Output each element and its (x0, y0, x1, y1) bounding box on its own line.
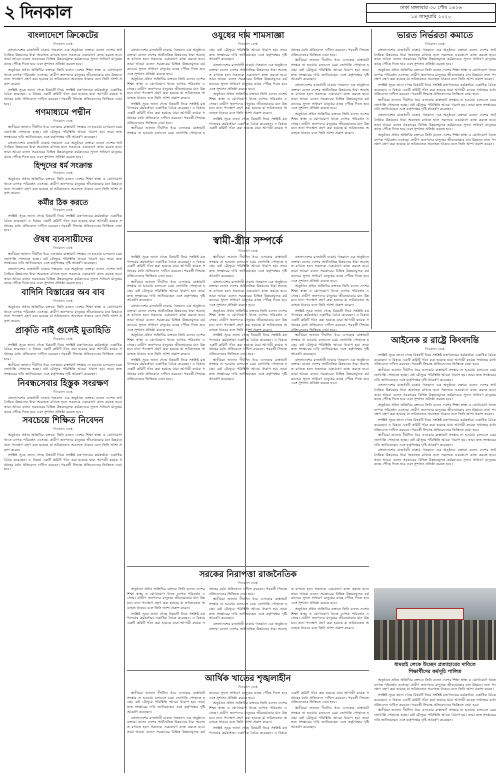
article-a8 (4, 379, 122, 415)
paragraph: অনুষ্ঠানে প্রধান অতিথির বক্তব্যে তিনি বলেন দেশের শিক্ষা স্বাস্থ্য ও যোগাযোগ খাতে ব্যাপক পরিবর্তন এসেছে। গ্রামীণ জনপদের মানুষের জীবনযাত্রার মান উন্নয়নে নানা পদক্ষেপ গ্রহণ করা হয়েছে যা ভবিষ্যতেও অব্যাহত থাকবে বলে তিনি আশা প্রকাশ করেন। (374, 403, 496, 417)
article-body (4, 125, 122, 159)
paragraph: অনুষ্ঠানে প্রধান অতিথির বক্তব্যে তিনি বলেন দেশের শিক্ষা স্বাস্থ্য ও যোগাযোগ খাতে ব্যাপক পরিবর্তন এসেছে। গ্রামীণ জনপদের মানুষের জীবনযাত্রার মান উন্নয়নে নানা পদক্ষেপ গ্রহণ করা হয়েছে যা ভবিষ্যতেও অব্যাহত থাকবে বলে তিনি আশা প্রকাশ করেন। (127, 333, 205, 357)
headline: প্রাকৃতি নাই গুলেই মুতাহিতি (15, 325, 111, 336)
article-a5 (4, 235, 122, 286)
headline: স্বামী-স্ত্রীর সম্পর্কে (213, 236, 283, 247)
headline: আর্থিক খাতের শৃঙ্খলাহীন (204, 674, 292, 684)
paragraph: বাংলাদেশের রাজধানী ঢাকায় গতকাল এক অনুষ্ঠানে বক্তারা বলেন দেশের অর্থনৈতিক উন্নয়নের ধারা অব্যাহত রাখতে হলে সকলকে একযোগে কাজ করতে হবে। তারা আরো বলেন সরকারের বিভিন্ন উন্নয়নমূলক কর্মকাণ্ডের সুফল সাধারণ মানুষের কাছে পৌঁছে দিতে হবে এবং সুশাসন প্রতিষ্ঠা করতে হবে। (4, 140, 122, 159)
byline: দিনকাল ডেস্ক (53, 208, 73, 213)
headline: বাংলাদেশে ক্রিকেটের (27, 31, 99, 41)
paragraph: অনুষ্ঠানে প্রধান অতিথির বক্তব্যে তিনি বলেন দেশের শিক্ষা স্বাস্থ্য ও যোগাযোগ খাতে ব্যাপক পরিবর্তন এসেছে। গ্রামীণ জনপদের মানুষের জীবনযাত্রার মান উন্নয়নে নানা পদক্ষেপ গ্রহণ করা হয়েছে যা ভবিষ্যতেও অব্যাহত থাকবে বলে তিনি আশা প্রকাশ করেন। (4, 177, 122, 196)
paragraph: স্থানীয়রা জানান দীর্ঘদিন ধরে এলাকার রাস্তাঘাট সংস্কার না হওয়ায় চলাচলে চরম ভোগান্তি পোহাতে হচ্ছে। বর্ষা মৌসুমে পরিস্থিতি আরো খারাপ হয়। তারা দ্রুত সংস্কারের দাবি জানিয়েছেন এবং কর্তৃপক্ষের দৃষ্টি আকর্ষণ করেছেন। (374, 368, 496, 382)
newspaper-logo: দিনকাল (20, 3, 72, 23)
article-b2 (127, 236, 369, 386)
news-photo (374, 588, 496, 660)
article-body (4, 433, 122, 472)
paragraph: স্থানীয়রা জানান দীর্ঘদিন ধরে এলাকার রাস্তাঘাট সংস্কার না হওয়ায় চলাচলে চরম ভোগান্তি পোহাতে হচ্ছে। বর্ষা মৌসুমে পরিস্থিতি আরো খারাপ হয়। তারা দ্রুত সংস্কারের দাবি জানিয়েছেন এবং কর্তৃপক্ষের দৃষ্টি আকর্ষণ করেছেন। (374, 433, 496, 447)
paragraph: বাংলাদেশের রাজধানী ঢাকায় গতকাল এক অনুষ্ঠানে বক্তারা বলেন দেশের অর্থনৈতিক উন্নয়নের ধারা অব্যাহত রাখতে হলে সকলকে একযোগে কাজ করতে হবে। তারা আরো বলেন সরকারের বিভিন্ন উন্নয়নমূলক কর্মকাণ্ডের সুফল সাধারণ মানুষের কাছে পৌঁছে দিতে হবে এবং সুশাসন প্রতিষ্ঠা করতে হবে। (4, 267, 122, 286)
column-center-bottom (127, 672, 369, 773)
column-divider (124, 29, 125, 773)
paragraph: স্থানীয়রা জানান দীর্ঘদিন ধরে এলাকার রাস্তাঘাট সংস্কার না হওয়ায় চলাচলে চরম ভোগান্তি পোহাতে হচ্ছে। বর্ষা মৌসুমে পরিস্থিতি আরো খারাপ হয়। তারা দ্রুত সংস্কারের দাবি জানিয়েছেন এবং কর্তৃপক্ষের দৃষ্টি আকর্ষণ করেছেন। (291, 333, 369, 357)
paragraph: বাংলাদেশের রাজধানী ঢাকায় গতকাল এক অনুষ্ঠানে বক্তারা বলেন দেশের অর্থনৈতিক উন্নয়নের ধারা অব্যাহত রাখতে হলে সকলকে একযোগে কাজ করতে হবে। তারা আরো বলেন সরকারের বিভিন্ন উন্নয়নমূলক কর্মকাণ্ডের সুফল সাধারণ মানুষের কাছে পৌঁছে দিতে হবে এবং সুশাসন প্রতিষ্ঠা করতে হবে। (374, 113, 496, 132)
paragraph: বাংলাদেশের রাজধানী ঢাকায় গতকাল এক অনুষ্ঠানে বক্তারা বলেন দেশের অর্থনৈতিক উন্নয়নের ধারা অব্যাহত রাখতে হলে সকলকে একযোগে কাজ করতে হবে। তারা আরো বলেন সরকারের বিভিন্ন উন্নয়নমূলক কর্মকাণ্ডের সুফল সাধারণ মানুষের কাছে পৌঁছে দিতে হবে এবং সুশাসন প্রতিষ্ঠা করতে হবে। (127, 48, 205, 76)
article-body (4, 214, 122, 233)
paragraph: বাংলাদেশের রাজধানী ঢাকায় গতকাল এক অনুষ্ঠানে বক্তারা বলেন দেশের অর্থনৈতিক উন্নয়নের ধারা অব্যাহত রাখতে হলে সকলকে একযোগে কাজ করতে হবে। তারা আরো বলেন সরকারের বিভিন্ন উন্নয়নমূলক কর্মকাণ্ডের সুফল সাধারণ মানুষের কাছে পৌঁছে দিতে হবে এবং সুশাসন প্রতিষ্ঠা করতে হবে। (291, 82, 369, 111)
article-b3 (127, 570, 369, 631)
section-divider (127, 566, 369, 567)
section-divider (127, 670, 369, 671)
paragraph: অনুষ্ঠানে প্রধান অতিথির বক্তব্যে তিনি বলেন দেশের শিক্ষা স্বাস্থ্য ও যোগাযোগ খাতে ব্যাপক পরিবর্তন এসেছে। গ্রামীণ জনপদের মানুষের জীবনযাত্রার মান উন্নয়নে নানা পদক্ষেপ গ্রহণ করা হয়েছে যা ভবিষ্যতেও অব্যাহত থাকবে বলে তিনি আশা প্রকাশ করেন। (209, 92, 287, 116)
paragraph: স্থানীয়রা জানান দীর্ঘদিন ধরে এলাকার রাস্তাঘাট সংস্কার না হওয়ায় চলাচলে চরম ভোগান্তি পোহাতে হচ্ছে। বর্ষা মৌসুমে পরিস্থিতি আরো খারাপ হয়। তারা দ্রুত সংস্কারের দাবি জানিয়েছেন এবং কর্তৃপক্ষের দৃষ্টি আকর্ষণ করেছেন। (291, 58, 369, 82)
paragraph: সংশ্লিষ্ট সূত্রে জানা গেছে বিষয়টি নিয়ে সংশ্লিষ্ট মন্ত্রণালয়ের কর্মকর্তারা একাধিক বৈঠক করেছেন। এ বিষয়ে একটি কমিটি গঠন করা হয়েছে যারা আগামী কয়েক সপ্তাহের মধ্যে প্রতিবেদন দাখিল করবেন। পরবর্তী সিদ্ধান্ত প্রতিবেদনের ভিত্তিতে নেয়া হবে। (4, 87, 122, 106)
paragraph: সংশ্লিষ্ট সূত্রে জানা গেছে বিষয়টি নিয়ে সংশ্লিষ্ট মন্ত্রণালয়ের কর্মকর্তারা একাধিক বৈঠক করেছেন। এ বিষয়ে একটি কমিটি গঠন করা হয়েছে যারা আগামী কয়েক সপ্তাহের মধ্যে প্রতিবেদন দাখিল করবেন। পরবর্তী সিদ্ধান্ত প্রতিবেদনের ভিত্তিতে নেয়া হবে। (4, 214, 122, 233)
headline: সবচেয়ে শিক্ষিত নিবেদন (22, 416, 104, 427)
paragraph: স্থানীয়রা জানান দীর্ঘদিন ধরে এলাকার রাস্তাঘাট সংস্কার না হওয়ায় চলাচলে চরম ভোগান্তি পোহাতে হচ্ছে। বর্ষা মৌসুমে পরিস্থিতি আরো খারাপ হয়। তারা দ্রুত সংস্কারের দাবি জানিয়েছেন এবং কর্তৃপক্ষের দৃষ্টি আকর্ষণ করেছেন। (127, 48, 287, 135)
article-a4 (4, 198, 122, 233)
paragraph: স্থানীয়রা জানান দীর্ঘদিন ধরে এলাকার রাস্তাঘাট সংস্কার না হওয়ায় চলাচলে চরম ভোগান্তি পোহাতে হচ্ছে। বর্ষা মৌসুমে পরিস্থিতি আরো খারাপ হয়। তারা দ্রুত সংস্কারের দাবি জানিয়েছেন এবং কর্তৃপক্ষের দৃষ্টি আকর্ষণ করেছেন। (4, 125, 122, 139)
paragraph: বাংলাদেশের রাজধানী ঢাকায় গতকাল এক অনুষ্ঠানে বক্তারা বলেন দেশের অর্থনৈতিক উন্নয়নের ধারা অব্যাহত রাখতে হলে সকলকে একযোগে কাজ করতে হবে। তারা আরো বলেন সরকারের বিভিন্ন উন্নয়নমূলক কর্মকাণ্ডের সুফল সাধারণ মানুষের কাছে পৌঁছে দিতে হবে এবং সুশাসন প্রতিষ্ঠা করতে হবে। (374, 383, 496, 402)
paragraph: অনুষ্ঠানে প্রধান অতিথির বক্তব্যে তিনি বলেন দেশের শিক্ষা স্বাস্থ্য ও যোগাযোগ খাতে ব্যাপক পরিবর্তন এসেছে। গ্রামীণ জনপদের মানুষের জীবনযাত্রার মান উন্নয়নে নানা পদক্ষেপ গ্রহণ করা হয়েছে যা ভবিষ্যতেও অব্যাহত থাকবে বলে তিনি আশা প্রকাশ করেন। (374, 67, 496, 82)
paragraph: সংশ্লিষ্ট সূত্রে জানা গেছে বিষয়টি নিয়ে সংশ্লিষ্ট মন্ত্রণালয়ের কর্মকর্তারা একাধিক বৈঠক করেছেন। এ বিষয়ে একটি কমিটি গঠন করা হয়েছে যারা আগামী কয়েক সপ্তাহের মধ্যে প্রতিবেদন দাখিল করবেন। পরবর্তী সিদ্ধান্ত প্রতিবেদনের ভিত্তিতে নেয়া হবে। (209, 691, 369, 735)
article-a3 (4, 161, 122, 196)
paragraph: অনুষ্ঠানে প্রধান অতিথির বক্তব্যে তিনি বলেন দেশের শিক্ষা স্বাস্থ্য ও যোগাযোগ খাতে ব্যাপক পরিবর্তন এসেছে। গ্রামীণ জনপদের মানুষের জীবনযাত্রার মান উন্নয়নে নানা পদক্ষেপ গ্রহণ করা হয়েছে যা ভবিষ্যতেও অব্যাহত থাকবে বলে তিনি আশা প্রকাশ করেন। (374, 132, 496, 147)
column-divider (371, 29, 372, 329)
article-a9 (4, 416, 122, 472)
caption-line: ধামরাই লেকে উচ্ছেদ প্রত্যাহারের দাবিতে (394, 662, 476, 668)
date-line-english: ১৪ জানুয়ারি ২০২০ (410, 14, 452, 20)
byline: দিনকাল ডেস্ক (53, 298, 73, 303)
headline: ঔষধ ব্যবসায়ীদের (33, 234, 93, 245)
paragraph: সংশ্লিষ্ট সূত্রে জানা গেছে বিষয়টি নিয়ে সংশ্লিষ্ট মন্ত্রণালয়ের কর্মকর্তারা একাধিক বৈঠক করেছেন। এ বিষয়ে একটি কমিটি গঠন করা হয়েছে যারা আগামী কয়েক সপ্তাহের মধ্যে প্রতিবেদন দাখিল করবেন। পরবর্তী সিদ্ধান্ত প্রতিবেদনের ভিত্তিতে নেয়া হবে। (127, 255, 205, 278)
photo-crowd (374, 620, 496, 660)
byline: দিনকাল ডেস্ক (238, 249, 258, 253)
paragraph: সংশ্লিষ্ট সূত্রে জানা গেছে বিষয়টি নিয়ে সংশ্লিষ্ট মন্ত্রণালয়ের কর্মকর্তারা একাধিক বৈঠক করেছেন। এ বিষয়ে একটি কমিটি গঠন করা হয়েছে যারা আগামী কয়েক সপ্তাহের মধ্যে প্রতিবেদন দাখিল করবেন। পরবর্তী সিদ্ধান্ত প্রতিবেদনের ভিত্তিতে নেয়া হবে। (127, 357, 205, 381)
paragraph: স্থানীয়রা জানান দীর্ঘদিন ধরে এলাকার রাস্তাঘাট সংস্কার না হওয়ায় চলাচলে চরম ভোগান্তি পোহাতে হচ্ছে। বর্ষা মৌসুমে পরিস্থিতি আরো খারাপ হয়। তারা দ্রুত সংস্কারের দাবি জানিয়েছেন এবং কর্তৃপক্ষের দৃষ্টি আকর্ষণ করেছেন। (127, 279, 205, 303)
byline: দিনকাল ডেস্ক (53, 389, 73, 394)
article-body (374, 353, 496, 467)
paragraph: সংশ্লিষ্ট সূত্রে জানা গেছে বিষয়টি নিয়ে সংশ্লিষ্ট মন্ত্রণালয়ের কর্মকর্তারা একাধিক বৈঠক করেছেন। এ বিষয়ে একটি কমিটি গঠন করা হয়েছে যারা আগামী কয়েক সপ্তাহের মধ্যে প্রতিবেদন দাখিল করবেন। পরবর্তী সিদ্ধান্ত প্রতিবেদনের ভিত্তিতে নেয়া হবে। (127, 587, 287, 625)
article-body (127, 48, 369, 136)
headline: ভারত নির্ভরতা কমাতে (396, 31, 474, 41)
paragraph: অনুষ্ঠানে প্রধান অতিথির বক্তব্যে তিনি বলেন দেশের শিক্ষা স্বাস্থ্য ও যোগাযোগ খাতে ব্যাপক পরিবর্তন এসেছে। গ্রামীণ জনপদের মানুষের জীবনযাত্রার মান উন্নয়নে নানা পদক্ষেপ গ্রহণ করা হয়েছে যা ভবিষ্যতেও অব্যাহত থাকবে বলে তিনি আশা প্রকাশ করেন। (209, 701, 287, 725)
paragraph: অনুষ্ঠানে প্রধান অতিথির বক্তব্যে তিনি বলেন দেশের শিক্ষা স্বাস্থ্য ও যোগাযোগ খাতে ব্যাপক পরিবর্তন এসেছে। গ্রামীণ জনপদের মানুষের জীবনযাত্রার মান উন্নয়নে নানা পদক্ষেপ গ্রহণ করা হয়েছে যা ভবিষ্যতেও অব্যাহত থাকবে বলে তিনি আশা প্রকাশ করেন। (127, 77, 205, 101)
paragraph: সংশ্লিষ্ট সূত্রে জানা গেছে বিষয়টি নিয়ে সংশ্লিষ্ট মন্ত্রণালয়ের কর্মকর্তারা একাধিক বৈঠক করেছেন। এ বিষয়ে একটি কমিটি গঠন করা হয়েছে যারা আগামী কয়েক সপ্তাহের মধ্যে প্রতিবেদন দাখিল করবেন। পরবর্তী সিদ্ধান্ত প্রতিবেদনের ভিত্তিতে নেয়া হবে। (374, 418, 496, 432)
article-body (127, 255, 369, 386)
article-a6 (4, 288, 122, 324)
headline: কর্মীর ঠিক করতে (37, 198, 89, 208)
column-right-bottom (374, 678, 496, 773)
article-body (4, 396, 122, 415)
headline: সরকের নিরাপত্তা রাজনৈতিক (199, 570, 297, 580)
paragraph: অনুষ্ঠানে প্রধান অতিথির বক্তব্যে তিনি বলেন দেশের শিক্ষা স্বাস্থ্য ও যোগাযোগ খাতে ব্যাপক পরিবর্তন এসেছে। গ্রামীণ জনপদের মানুষের জীবনযাত্রার মান উন্নয়নে নানা পদক্ষেপ গ্রহণ করা হয়েছে যা ভবিষ্যতেও অব্যাহত থাকবে বলে তিনি আশা প্রকাশ করেন। (291, 112, 369, 135)
paragraph: স্থানীয়রা জানান দীর্ঘদিন ধরে এলাকার রাস্তাঘাট সংস্কার না হওয়ায় চলাচলে চরম ভোগান্তি পোহাতে হচ্ছে। বর্ষা মৌসুমে পরিস্থিতি আরো খারাপ হয়। তারা দ্রুত সংস্কারের দাবি জানিয়েছেন এবং কর্তৃপক্ষের দৃষ্টি আকর্ষণ করেছেন। (209, 597, 287, 621)
paragraph: সংশ্লিষ্ট সূত্রে জানা গেছে বিষয়টি নিয়ে সংশ্লিষ্ট মন্ত্রণালয়ের কর্মকর্তারা একাধিক বৈঠক করেছেন। এ বিষয়ে একটি কমিটি গঠন করা হয়েছে যারা আগামী কয়েক সপ্তাহের মধ্যে প্রতিবেদন দাখিল করবেন। পরবর্তী সিদ্ধান্ত প্রতিবেদনের ভিত্তিতে নেয়া হবে। (127, 101, 205, 125)
paragraph: স্থানীয়রা জানান দীর্ঘদিন ধরে এলাকার রাস্তাঘাট সংস্কার না হওয়ায় চলাচলে চরম ভোগান্তি পোহাতে হচ্ছে। বর্ষা মৌসুমে পরিস্থিতি আরো খারাপ হয়। তারা দ্রুত সংস্কারের দাবি জানিয়েছেন এবং কর্তৃপক্ষের দৃষ্টি আকর্ষণ করেছেন। (291, 706, 369, 729)
paragraph: সংশ্লিষ্ট সূত্রে জানা গেছে বিষয়টি নিয়ে সংশ্লিষ্ট মন্ত্রণালয়ের কর্মকর্তারা একাধিক বৈঠক করেছেন। এ বিষয়ে একটি কমিটি গঠন করা হয়েছে যারা আগামী কয়েক সপ্তাহের মধ্যে প্রতিবেদন দাখিল করবেন। পরবর্তী সিদ্ধান্ত প্রতিবেদনের ভিত্তিতে নেয়া হবে। (291, 308, 369, 332)
article-a7 (4, 326, 122, 377)
column-left (4, 29, 122, 773)
column-center-top (127, 29, 369, 229)
section-divider (127, 231, 369, 232)
headline: হিন্দুদের ধর্ম সংক্রান্ত (33, 161, 93, 171)
headline: বাদিনি বিস্তারের অব বাব (21, 287, 105, 298)
byline: দিনকাল ডেস্ক (238, 581, 258, 585)
paragraph: অনুষ্ঠানে প্রধান অতিথির বক্তব্যে তিনি বলেন দেশের শিক্ষা স্বাস্থ্য ও যোগাযোগ খাতে ব্যাপক পরিবর্তন এসেছে। গ্রামীণ জনপদের মানুষের জীবনযাত্রার মান উন্নয়নে নানা পদক্ষেপ গ্রহণ করা হয়েছে যা ভবিষ্যতেও অব্যাহত থাকবে বলে তিনি আশা প্রকাশ করেন। (291, 606, 369, 630)
article-b1 (127, 31, 369, 136)
article-body (4, 252, 122, 286)
article-a1 (4, 31, 122, 106)
paragraph: স্থানীয়রা জানান দীর্ঘদিন ধরে এলাকার রাস্তাঘাট সংস্কার না হওয়ায় চলাচলে চরম ভোগান্তি পোহাতে হচ্ছে। বর্ষা মৌসুমে পরিস্থিতি আরো খারাপ হয়। তারা দ্রুত সংস্কারের দাবি জানিয়েছেন এবং কর্তৃপক্ষের দৃষ্টি আকর্ষণ করেছেন। (127, 691, 205, 714)
paragraph: বাংলাদেশের রাজধানী ঢাকায় গতকাল এক অনুষ্ঠানে বক্তারা বলেন দেশের অর্থনৈতিক উন্নয়নের ধারা অব্যাহত রাখতে হলে সকলকে একযোগে কাজ করতে হবে। তারা আরো বলেন সরকারের বিভিন্ন উন্নয়নমূলক কর্মকাণ্ডের সুফল সাধারণ মানুষের কাছে পৌঁছে দিতে হবে এবং সুশাসন প্রতিষ্ঠা করতে হবে। (209, 63, 287, 91)
paragraph: স্থানীয়রা জানান দীর্ঘদিন ধরে এলাকার রাস্তাঘাট সংস্কার না হওয়ায় চলাচলে চরম ভোগান্তি পোহাতে হচ্ছে। বর্ষা মৌসুমে পরিস্থিতি আরো খারাপ হয়। তারা দ্রুত সংস্কারের দাবি জানিয়েছেন এবং কর্তৃপক্ষের দৃষ্টি আকর্ষণ করেছেন। (209, 357, 287, 381)
paragraph: বাংলাদেশের রাজধানী ঢাকায় গতকাল এক অনুষ্ঠানে বক্তারা বলেন দেশের অর্থনৈতিক উন্নয়নের ধারা অব্যাহত রাখতে হলে সকলকে একযোগে কাজ করতে হবে। তারা আরো বলেন সরকারের বিভিন্ন উন্নয়নমূলক কর্মকাণ্ডের সুফল সাধারণ মানুষের কাছে পৌঁছে দিতে হবে এবং সুশাসন প্রতিষ্ঠা করতে হবে। (4, 48, 122, 67)
article-body (374, 48, 496, 147)
byline: দিনকাল ডেস্ক (425, 42, 445, 46)
paragraph: অনুষ্ঠানে প্রধান অতিথির বক্তব্যে তিনি বলেন দেশের শিক্ষা স্বাস্থ্য ও যোগাযোগ খাতে ব্যাপক পরিবর্তন এসেছে। গ্রামীণ জনপদের মানুষের জীবনযাত্রার মান উন্নয়নে নানা পদক্ষেপ গ্রহণ করা হয়েছে যা ভবিষ্যতেও অব্যাহত থাকবে বলে তিনি আশা প্রকাশ করেন। (4, 67, 122, 86)
article-body (127, 691, 369, 735)
page-number: ২ (4, 2, 16, 23)
article-body (127, 587, 369, 631)
column-center-mid (127, 234, 369, 564)
paragraph: সংশ্লিষ্ট সূত্রে জানা গেছে বিষয়টি নিয়ে সংশ্লিষ্ট মন্ত্রণালয়ের কর্মকর্তারা একাধিক বৈঠক করেছেন। এ বিষয়ে একটি কমিটি গঠন করা হয়েছে যারা আগামী কয়েক সপ্তাহের মধ্যে প্রতিবেদন দাখিল করবেন। পরবর্তী সিদ্ধান্ত প্রতিবেদনের ভিত্তিতে নেয়া হবে। (374, 82, 496, 97)
paragraph: সংশ্লিষ্ট সূত্রে জানা গেছে বিষয়টি নিয়ে সংশ্লিষ্ট মন্ত্রণালয়ের কর্মকর্তারা একাধিক বৈঠক করেছেন। এ বিষয়ে একটি কমিটি গঠন করা হয়েছে যারা আগামী কয়েক সপ্তাহের মধ্যে প্রতিবেদন দাখিল করবেন। পরবর্তী সিদ্ধান্ত প্রতিবেদনের ভিত্তিতে নেয়া হবে। (4, 342, 122, 361)
byline: দিনকাল ডেস্ক (425, 347, 445, 351)
byline: দিনকাল ডেস্ক (53, 336, 73, 341)
paragraph: স্থানীয়রা জানান দীর্ঘদিন ধরে এলাকার রাস্তাঘাট সংস্কার না হওয়ায় চলাচলে চরম ভোগান্তি পোহাতে হচ্ছে। বর্ষা মৌসুমে পরিস্থিতি আরো খারাপ হয়। তারা দ্রুত সংস্কারের দাবি জানিয়েছেন এবং কর্তৃপক্ষের দৃষ্টি আকর্ষণ করেছেন। (4, 362, 122, 376)
paragraph: বাংলাদেশের রাজধানী ঢাকায় গতকাল এক অনুষ্ঠানে বক্তারা বলেন দেশের অর্থনৈতিক উন্নয়নের ধারা অব্যাহত রাখতে হলে সকলকে একযোগে কাজ করতে হবে। তারা আরো বলেন সরকারের বিভিন্ন উন্নয়নমূলক কর্মকাণ্ডের সুফল সাধারণ মানুষের কাছে পৌঁছে দিতে হবে এবং সুশাসন প্রতিষ্ঠা করতে হবে। (127, 304, 205, 332)
paragraph: অনুষ্ঠানে প্রধান অতিথির বক্তব্যে তিনি বলেন দেশের শিক্ষা স্বাস্থ্য ও যোগাযোগ খাতে ব্যাপক পরিবর্তন এসেছে। গ্রামীণ জনপদের মানুষের জীবনযাত্রার মান উন্নয়নে নানা পদক্ষেপ গ্রহণ করা হয়েছে যা ভবিষ্যতেও অব্যাহত থাকবে বলে তিনি আশা প্রকাশ করেন। (4, 304, 122, 324)
paragraph: সংশ্লিষ্ট সূত্রে জানা গেছে বিষয়টি নিয়ে সংশ্লিষ্ট মন্ত্রণালয়ের কর্মকর্তারা একাধিক বৈঠক করেছেন। এ বিষয়ে একটি কমিটি গঠন করা হয়েছে যারা আগামী কয়েক সপ্তাহের মধ্যে প্রতিবেদন দাখিল করবেন। পরবর্তী সিদ্ধান্ত প্রতিবেদনের ভিত্তিতে নেয়া হবে। (209, 333, 287, 357)
byline: দিনকাল ডেস্ক (53, 171, 73, 176)
paragraph: অনুষ্ঠানে প্রধান অতিথির বক্তব্যে তিনি বলেন দেশের শিক্ষা স্বাস্থ্য ও যোগাযোগ খাতে ব্যাপক পরিবর্তন এসেছে। গ্রামীণ জনপদের মানুষের জীবনযাত্রার মান উন্নয়নে নানা পদক্ষেপ গ্রহণ করা হয়েছে যা ভবিষ্যতেও অব্যাহত থাকবে বলে তিনি আশা প্রকাশ করেন। (209, 308, 287, 332)
article-a2 (4, 108, 122, 159)
article-body (4, 177, 122, 196)
paragraph: বাংলাদেশের রাজধানী ঢাকায় গতকাল এক অনুষ্ঠানে বক্তারা বলেন দেশের অর্থনৈতিক উন্নয়নের ধারা অব্যাহত রাখতে হলে সকলকে একযোগে কাজ করতে হবে। তারা আরো বলেন সরকারের বিভিন্ন উন্নয়নমূলক কর্মকাণ্ডের সুফল সাধারণ মানুষের কাছে পৌঁছে দিতে হবে এবং সুশাসন প্রতিষ্ঠা করতে হবে। (374, 48, 496, 67)
masthead (4, 3, 496, 25)
headline: গণমাধ্যমে পদ্মীন (35, 108, 91, 119)
paragraph: বাংলাদেশের রাজধানী ঢাকায় গতকাল এক অনুষ্ঠানে বক্তারা বলেন দেশের অর্থনৈতিক উন্নয়নের ধারা অব্যাহত রাখতে হলে সকলকে একযোগে কাজ করতে হবে। তারা আরো বলেন সরকারের বিভিন্ন উন্নয়নমূলক কর্মকাণ্ডের সুফল সাধারণ মানুষের কাছে পৌঁছে দিতে হবে এবং সুশাসন প্রতিষ্ঠা করতে হবে। (4, 395, 122, 414)
article-c1 (374, 31, 496, 147)
paragraph: সংশ্লিষ্ট সূত্রে জানা গেছে বিষয়টি নিয়ে সংশ্লিষ্ট মন্ত্রণালয়ের কর্মকর্তারা একাধিক বৈঠক করেছেন। এ বিষয়ে একটি কমিটি গঠন করা হয়েছে যারা আগামী কয়েক সপ্তাহের মধ্যে প্রতিবেদন দাখিল করবেন। পরবর্তী সিদ্ধান্ত প্রতিবেদনের ভিত্তিতে নেয়া হবে। (4, 453, 122, 472)
paragraph: স্থানীয়রা জানান দীর্ঘদিন ধরে এলাকার রাস্তাঘাট সংস্কার না হওয়ায় চলাচলে চরম ভোগান্তি পোহাতে হচ্ছে। বর্ষা মৌসুমে পরিস্থিতি আরো খারাপ হয়। তারা দ্রুত সংস্কারের দাবি জানিয়েছেন এবং কর্তৃপক্ষের দৃষ্টি আকর্ষণ করেছেন। (374, 98, 496, 112)
byline: দিনকাল ডেস্ক (53, 119, 73, 124)
byline: দিনকাল ডেস্ক (53, 42, 73, 46)
paragraph: স্থানীয়রা জানান দীর্ঘদিন ধরে এলাকার রাস্তাঘাট সংস্কার না হওয়ায় চলাচলে চরম ভোগান্তি পোহাতে হচ্ছে। বর্ষা মৌসুমে পরিস্থিতি আরো খারাপ হয়। তারা দ্রুত সংস্কারের দাবি জানিয়েছেন এবং কর্তৃপক্ষের দৃষ্টি আকর্ষণ করেছেন। (374, 708, 496, 722)
paragraph: বাংলাদেশের রাজধানী ঢাকায় গতকাল এক অনুষ্ঠানে বক্তারা বলেন দেশের অর্থনৈতিক উন্নয়নের ধারা অব্যাহত রাখতে হলে সকলকে একযোগে কাজ করতে হবে। তারা আরো বলেন সরকারের বিভিন্ন উন্নয়নমূলক কর্মকাণ্ডের সুফল সাধারণ মানুষের কাছে পৌঁছে দিতে হবে এবং সুশাসন প্রতিষ্ঠা করতে হবে। (291, 357, 369, 386)
paragraph: স্থানীয়রা জানান দীর্ঘদিন ধরে এলাকার রাস্তাঘাট সংস্কার না হওয়ায় চলাচলে চরম ভোগান্তি পোহাতে হচ্ছে। বর্ষা মৌসুমে পরিস্থিতি আরো খারাপ হয়। তারা দ্রুত সংস্কারের দাবি জানিয়েছেন এবং কর্তৃপক্ষের দৃষ্টি আকর্ষণ করেছেন। (4, 251, 122, 266)
caption-line: শিক্ষার্থীদের কর্মসূচি পালিত (408, 668, 462, 675)
paragraph: অনুষ্ঠানে প্রধান অতিথির বক্তব্যে তিনি বলেন দেশের শিক্ষা স্বাস্থ্য ও যোগাযোগ খাতে ব্যাপক পরিবর্তন এসেছে। গ্রামীণ জনপদের মানুষের জীবনযাত্রার মান উন্নয়নে নানা পদক্ষেপ গ্রহণ করা হয়েছে যা ভবিষ্যতেও অব্যাহত থাকবে বলে তিনি আশা প্রকাশ করেন। (374, 678, 496, 692)
article-body (4, 305, 122, 324)
date-line-bengali: ঢাকা মঙ্গলবার ৩০ পৌষ ১৪২৬ (367, 4, 495, 13)
column-right-top (374, 29, 496, 329)
paragraph: অনুষ্ঠানে প্রধান অতিথির বক্তব্যে তিনি বলেন দেশের শিক্ষা স্বাস্থ্য ও যোগাযোগ খাতে ব্যাপক পরিবর্তন এসেছে। গ্রামীণ জনপদের মানুষের জীবনযাত্রার মান উন্নয়নে নানা পদক্ষেপ গ্রহণ করা হয়েছে যা ভবিষ্যতেও অব্যাহত থাকবে বলে তিনি আশা প্রকাশ করেন। (127, 587, 205, 610)
column-center-lower (127, 568, 369, 668)
date-box (366, 3, 496, 23)
article-body (374, 678, 496, 722)
paragraph: সংশ্লিষ্ট সূত্রে জানা গেছে বিষয়টি নিয়ে সংশ্লিষ্ট মন্ত্রণালয়ের কর্মকর্তারা একাধিক বৈঠক করেছেন। এ বিষয়ে একটি কমিটি গঠন করা হয়েছে যারা আগামী কয়েক সপ্তাহের মধ্যে প্রতিবেদন দাখিল করবেন। পরবর্তী সিদ্ধান্ত প্রতিবেদনের ভিত্তিতে নেয়া হবে। (374, 693, 496, 707)
paragraph: সংশ্লিষ্ট সূত্রে জানা গেছে বিষয়টি নিয়ে সংশ্লিষ্ট মন্ত্রণালয়ের কর্মকর্তারা একাধিক বৈঠক করেছেন। এ বিষয়ে একটি কমিটি গঠন করা হয়েছে যারা আগামী কয়েক সপ্তাহের মধ্যে প্রতিবেদন দাখিল করবেন। পরবর্তী সিদ্ধান্ত প্রতিবেদনের ভিত্তিতে নেয়া হবে। (209, 48, 369, 131)
paragraph: অনুষ্ঠানে প্রধান অতিথির বক্তব্যে তিনি বলেন দেশের শিক্ষা স্বাস্থ্য ও যোগাযোগ খাতে ব্যাপক পরিবর্তন এসেছে। গ্রামীণ জনপদের মানুষের জীবনযাত্রার মান উন্নয়নে নানা পদক্ষেপ গ্রহণ করা হয়েছে যা ভবিষ্যতেও অব্যাহত থাকবে বলে তিনি আশা প্রকাশ করেন। (4, 433, 122, 452)
paragraph: সংশ্লিষ্ট সূত্রে জানা গেছে বিষয়টি নিয়ে সংশ্লিষ্ট মন্ত্রণালয়ের কর্মকর্তারা একাধিক বৈঠক করেছেন। এ বিষয়ে একটি কমিটি গঠন করা হয়েছে যারা আগামী কয়েক সপ্তাহের মধ্যে প্রতিবেদন দাখিল করবেন। পরবর্তী সিদ্ধান্ত প্রতিবেদনের ভিত্তিতে নেয়া হবে। (374, 353, 496, 367)
article-body (4, 48, 122, 106)
article-body (4, 343, 122, 377)
photo-banner (396, 608, 464, 620)
headline: আইনেক র রাষ্ট্রে কিংবদন্তি (391, 336, 479, 346)
section-divider (248, 331, 496, 332)
paragraph: বাংলাদেশের রাজধানী ঢাকায় গতকাল এক অনুষ্ঠানে বক্তারা বলেন দেশের অর্থনৈতিক উন্নয়নের ধারা অব্যাহত রাখতে হলে সকলকে একযোগে কাজ করতে হবে। তারা আরো বলেন সরকারের বিভিন্ন উন্নয়নমূলক কর্মকাণ্ডের সুফল সাধারণ মানুষের কাছে পৌঁছে দিতে হবে এবং সুশাসন প্রতিষ্ঠা করতে হবে। (209, 279, 287, 308)
paragraph: বাংলাদেশের রাজধানী ঢাকায় গতকাল এক অনুষ্ঠানে বক্তারা বলেন দেশের অর্থনৈতিক উন্নয়নের ধারা অব্যাহত রাখতে হলে সকলকে একযোগে কাজ করতে হবে। তারা আরো বলেন সরকারের বিভিন্ন উন্নয়নমূলক কর্মকাণ্ডের সুফল সাধারণ মানুষের কাছে পৌঁছে দিতে হবে এবং সুশাসন প্রতিষ্ঠা করতে হবে। (209, 587, 369, 631)
headline: নিবন্ধসেবার হিস্তুক সংরক্ষণ (17, 378, 109, 389)
paragraph: স্থানীয়রা জানান দীর্ঘদিন ধরে এলাকার রাস্তাঘাট সংস্কার না হওয়ায় চলাচলে চরম ভোগান্তি পোহাতে হচ্ছে। বর্ষা মৌসুমে পরিস্থিতি আরো খারাপ হয়। তারা দ্রুত সংস্কারের দাবি জানিয়েছেন এবং কর্তৃপক্ষের দৃষ্টি আকর্ষণ করেছেন। (209, 255, 287, 278)
byline: দিনকাল ডেস্ক (238, 685, 258, 689)
article-c2 (374, 336, 496, 467)
photo-caption (372, 662, 498, 675)
byline: দিনকাল ডেস্ক (53, 427, 73, 432)
byline: দিনকাল ডেস্ক (238, 42, 258, 46)
paragraph: বাংলাদেশের রাজধানী ঢাকায় গতকাল এক অনুষ্ঠানে বক্তারা বলেন দেশের অর্থনৈতিক উন্নয়নের ধারা অব্যাহত রাখতে হলে সকলকে একযোগে কাজ করতে হবে। তারা আরো বলেন সরকারের বিভিন্ন উন্নয়নমূলক কর্মকাণ্ডের সুফল সাধারণ মানুষের কাছে পৌঁছে দিতে হবে এবং সুশাসন প্রতিষ্ঠা করতে হবে। (127, 691, 287, 734)
headline: ওযুধের দাম শামসাজ্ঞা (211, 31, 285, 41)
byline: দিনকাল ডেস্ক (53, 245, 73, 250)
paragraph: বাংলাদেশের রাজধানী ঢাকায় গতকাল এক অনুষ্ঠানে বক্তারা বলেন দেশের অর্থনৈতিক উন্নয়নের ধারা অব্যাহত রাখতে হলে সকলকে একযোগে কাজ করতে হবে। তারা আরো বলেন সরকারের বিভিন্ন উন্নয়নমূলক কর্মকাণ্ডের সুফল সাধারণ মানুষের কাছে পৌঁছে দিতে হবে এবং সুশাসন প্রতিষ্ঠা করতে হবে। (291, 255, 369, 283)
paragraph: অনুষ্ঠানে প্রধান অতিথির বক্তব্যে তিনি বলেন দেশের শিক্ষা স্বাস্থ্য ও যোগাযোগ খাতে ব্যাপক পরিবর্তন এসেছে। গ্রামীণ জনপদের মানুষের জীবনযাত্রার মান উন্নয়নে নানা পদক্ষেপ গ্রহণ করা হয়েছে যা ভবিষ্যতেও অব্যাহত থাকবে বলে তিনি আশা প্রকাশ করেন। (291, 284, 369, 308)
paragraph: বাংলাদেশের রাজধানী ঢাকায় গতকাল এক অনুষ্ঠানে বক্তারা বলেন দেশের অর্থনৈতিক উন্নয়নের ধারা অব্যাহত রাখতে হলে সকলকে একযোগে কাজ করতে হবে। তারা আরো বলেন সরকারের বিভিন্ন উন্নয়নমূলক কর্মকাণ্ডের সুফল সাধারণ মানুষের কাছে পৌঁছে দিতে হবে এবং সুশাসন প্রতিষ্ঠা করতে হবে। (374, 448, 496, 467)
article-b4 (127, 674, 369, 735)
masthead-rule (4, 26, 496, 27)
